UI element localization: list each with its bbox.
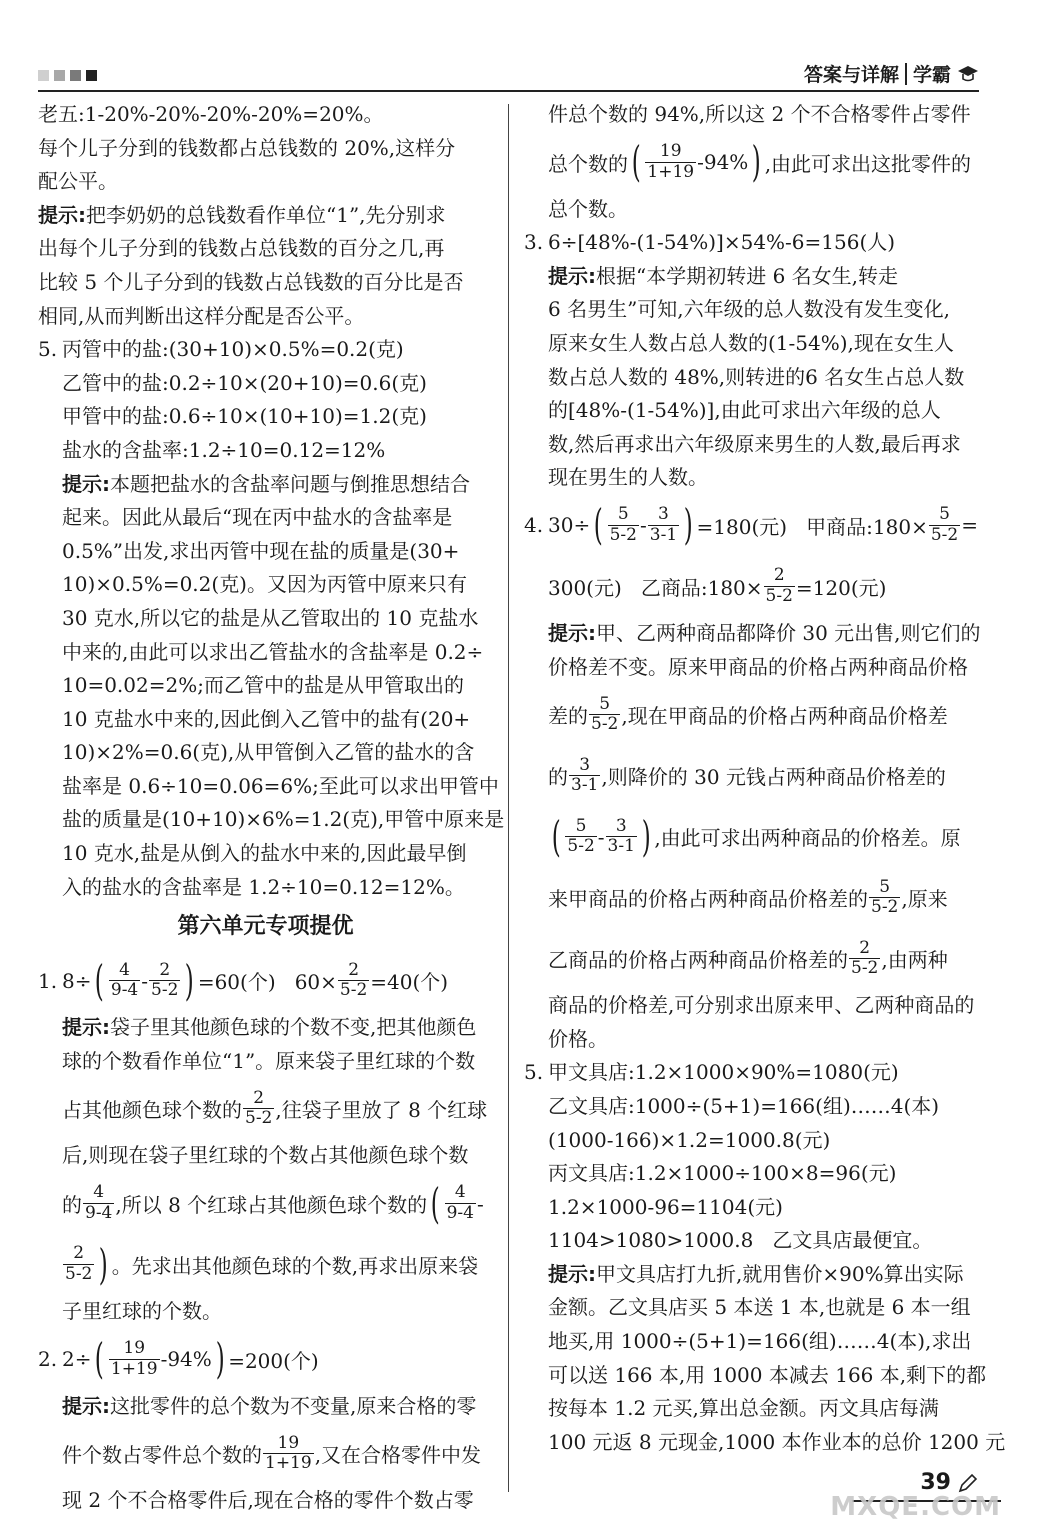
tip-line: 数,然后再求出六年级原来男生的人数,最后再求 [548, 431, 961, 456]
tip-line: 10 克盐水中来的,因此倒入乙管中的盐有(20+ [62, 706, 471, 731]
answer-line: 1104>1080>1000.8 乙文具店最便宜。 [548, 1228, 933, 1253]
tip-line: 总个数。 [548, 196, 628, 221]
tip-line: 价格差不变。原来甲商品的价格占两种商品价格 [548, 654, 968, 679]
tip-line: 地买,用 1000÷(5+1)=166(组)……4(本),求出 [548, 1329, 972, 1354]
fraction: 4 9-4 [446, 1182, 474, 1224]
fraction: 3 3-1 [571, 754, 599, 796]
tip-line: 件总个数的 94%,所以这 2 个不合格零件占零件 [548, 102, 971, 126]
tip-line: 来甲商品的价格占两种商品价格差的 5 5-2 ,原来 [548, 876, 948, 918]
fraction: 4 9-4 [110, 959, 139, 1001]
mark-2 [54, 70, 65, 81]
pencil-icon [957, 1472, 979, 1494]
tip-line: 金额。乙文具店买 5 本送 1 本,也就是 6 本一组 [548, 1295, 971, 1320]
header-marks [38, 70, 97, 81]
tip-line: 盐率是 0.6÷10=0.06=6%;至此可以求出甲管中 [62, 773, 499, 798]
tip-line: 2 5-2 ) 。先求出其他颜色球的个数,再求出原来袋 [65, 1239, 479, 1289]
tip-line: 差的 5 5-2 ,现在甲商品的价格占两种商品价格差 [548, 693, 948, 735]
tip-line: 球的个数看作单位“1”。原来袋子里红球的个数 [62, 1048, 476, 1073]
tip-line: 中来的,由此可以求出乙管盐水的含盐率是 0.2÷ [62, 639, 484, 664]
fraction: 5 5-2 [567, 815, 595, 857]
right-column [524, 98, 1006, 1459]
tip-line: 提示:甲文具店打九折,就用售价×90%算出实际 [548, 1261, 964, 1286]
text-line: 每个儿子分到的钱数都占总钱数的 20%,这样分 [38, 135, 456, 160]
tip-line: 后,则现在袋子里红球的个数占其他颜色球个数 [62, 1143, 469, 1168]
tip-line: 可以送 166 本,用 1000 本减去 166 本,剩下的都 [548, 1362, 987, 1387]
tip-line: 的 3 3-1 ,则降价的 30 元钱占两种商品价格差的 [548, 754, 946, 796]
question-2-line: 2. 2÷ ( 19 1+19 -94% ) =200(个) [38, 1334, 319, 1384]
column-divider [508, 104, 509, 1492]
tip-line: 提示:根据“本学期初转进 6 名女生,转走 [548, 263, 899, 288]
tip-line: 提示:本题把盐水的含盐率问题与倒推思想结合 [62, 471, 470, 496]
graduation-cap-icon [957, 63, 979, 85]
tip-line: 比较 5 个儿子分到的钱数占总钱数的百分比是否 [38, 269, 464, 294]
tip-line: 数占总人数的 48%,则转进的6 名女生占总人数 [548, 364, 965, 389]
answer-label: 答案与详解 [803, 64, 899, 86]
fraction: 2 5-2 [851, 937, 879, 979]
tip-line: 的[48%-(1-54%)],由此可求出六年级的总人 [548, 398, 941, 423]
answer-line: 乙文具店:1000÷(5+1)=166(组)……4(本) [548, 1093, 940, 1118]
question-1-line: 1. 8÷ ( 4 9-4 - 2 5-2 ) =60(个) 60× $\frac{2}{5-2}$ =40(个) [38, 955, 449, 1005]
answer-line: (1000-166)×1.2=1000.8(元) [548, 1127, 831, 1152]
tip-line: 原来女生人数占总人数的(1-54%),现在女生人 [548, 330, 954, 355]
tip-line: 按每本 1.2 元买,算出总金额。丙文具店每满 [548, 1396, 939, 1421]
fraction: $\frac{5}{5-2}$ [930, 504, 959, 545]
fraction: 2 5-2 [151, 959, 179, 1001]
fraction: 2 5-2 [245, 1087, 273, 1129]
header-separator [905, 63, 907, 85]
brand-name: 学霸 [912, 64, 951, 86]
tip-line: 盐的质量是(10+10)×6%=1.2(克),甲管中原来是 [62, 807, 505, 832]
tip-line: 起来。因此从最后“现在丙中盐水的含盐率是 [62, 505, 453, 530]
fraction: 5 5-2 [591, 693, 619, 735]
tip-line: 10=0.02=2%;而乙管中的盐是从甲管取出的 [62, 673, 464, 698]
fraction: 19 1+19 [110, 1338, 158, 1379]
tip-line: 价格。 [548, 1026, 608, 1051]
answer-line: 甲管中的盐:0.6÷10×(10+10)=1.2(克) [62, 404, 427, 429]
fraction: 5 5-2 [871, 876, 899, 918]
tip-line: 总个数的 ( 19 1+19 -94% ) ,由此可求出这批零件的 [548, 137, 972, 187]
tip-line: 0.5%”出发,求出丙管中现在盐的质量是(30+ [62, 538, 460, 563]
tip-label: 提示: [38, 202, 86, 227]
mark-3 [70, 70, 81, 81]
tip-line: 商品的价格差,可分别求出原来甲、乙两种商品的 [548, 993, 975, 1018]
tip-line: 相同,从而判断出这样分配是否公平。 [38, 303, 365, 328]
answer-line: 盐水的含盐率:1.2÷10=0.12=12% [62, 437, 386, 462]
tip-line: 的 4 9-4 ,所以 8 个红球占其他颜色球个数的 ( 4 9-4 - [62, 1178, 484, 1228]
tip-line: 提示:甲、乙两种商品都降价 30 元出售,则它们的 [548, 620, 981, 645]
tip-line: 10 克水,盐是从倒入的盐水中来的,因此最早倒 [62, 841, 467, 866]
header-title [804, 60, 979, 87]
fraction: $\frac{2}{5-2}$ [765, 565, 793, 606]
tip-line: 占其他颜色球个数的 2 5-2 ,往袋子里放了 8 个红球 [62, 1087, 488, 1129]
answer-line: 乙管中的盐:0.2÷10×(20+10)=0.6(克) [62, 370, 427, 395]
question-number: 5. [38, 337, 58, 362]
tip-line: 100 元返 8 元现金,1000 本作业本的总价 1200 元 [548, 1429, 1006, 1454]
header-rule [38, 90, 979, 92]
tip-label: 提示: [62, 471, 110, 496]
mark-1 [38, 70, 49, 81]
mark-4 [86, 70, 97, 81]
fraction: 4 9-4 [85, 1182, 113, 1224]
tip-line: 出每个儿子分到的钱数占总钱数的百分之几,再 [38, 236, 445, 261]
tip-line: 提示:把李奶奶的总钱数看作单位“1”,先分别求 [38, 202, 446, 227]
answer-line: 1.2×1000-96=1104(元) [548, 1194, 783, 1219]
tip-line: 10)×2%=0.6(克),从甲管倒入乙管的盐水的含 [62, 740, 475, 765]
tip-line: 现在男生的人数。 [548, 465, 708, 490]
tip-line: 提示:这批零件的总个数为不变量,原来合格的零 [62, 1393, 477, 1418]
tip-line: 10)×0.5%=0.2(克)。又因为丙管中原来只有 [62, 572, 467, 597]
tip-line: 乙商品的价格占两种商品价格差的 2 5-2 ,由两种 [548, 937, 948, 979]
answer-line: 丙文具店:1.2×1000÷100×8=96(元) [548, 1161, 897, 1186]
tip-line: 30 克水,所以它的盐是从乙管取出的 10 克盐水 [62, 605, 479, 630]
answer-line: 300(元) 乙商品:180× $\frac{2}{5-2}$ =120(元) [548, 565, 887, 606]
tip-line: 件个数占零件总个数的 19 1+19 ,又在合格零件中发 [62, 1432, 482, 1474]
tip-line: ( 5 5-2 - 3 3-1 ) ,由此可求出两种商品的价格差。原 [551, 811, 961, 861]
fraction: 3 3-1 [649, 504, 678, 545]
question-4-line: 4. 30÷ ( 5 5-2 - 3 3-1 ) =180(元) 甲商品:180× $\frac{5}{5-2}$ = [524, 500, 978, 550]
page-header [38, 60, 979, 90]
fraction: 19 1+19 [647, 141, 695, 182]
tip-line: 现 2 个不合格零件后,现在合格的零件个数占零 [62, 1488, 474, 1513]
tip-line: 6 名男生”可知,六年级的总人数没有发生变化, [548, 297, 951, 322]
section-title: 第六单元专项提优 [177, 914, 354, 940]
text-line: 老五:1-20%-20%-20%-20%=20%。 [38, 102, 384, 126]
fraction: 2 5-2 [65, 1243, 93, 1285]
question-5-line: 5. 丙管中的盐:(30+10)×0.5%=0.2(克) [38, 333, 493, 367]
question-5-line: 5. 甲文具店:1.2×1000×90%=1080(元) [524, 1060, 899, 1085]
tip-line: 提示:袋子里其他颜色球的个数不变,把其他颜色 [62, 1015, 477, 1040]
watermark: MXQE.COM [830, 1492, 1001, 1522]
page-number: 39 [920, 1470, 951, 1495]
text-line: 配公平。 [38, 169, 118, 194]
left-column [38, 98, 505, 1518]
tip-line: 入的盐水的含盐率是 1.2÷10=0.12=12%。 [62, 874, 465, 899]
fraction: 19 1+19 [265, 1432, 312, 1474]
fraction: 3 3-1 [607, 815, 635, 857]
fraction: 5 5-2 [609, 504, 637, 545]
fraction: $\frac{2}{5-2}$ [339, 959, 368, 1001]
tip-line: 子里红球的个数。 [62, 1299, 222, 1324]
question-3-line: 3. 6÷[48%-(1-54%)]×54%-6=156(人) [524, 230, 896, 255]
